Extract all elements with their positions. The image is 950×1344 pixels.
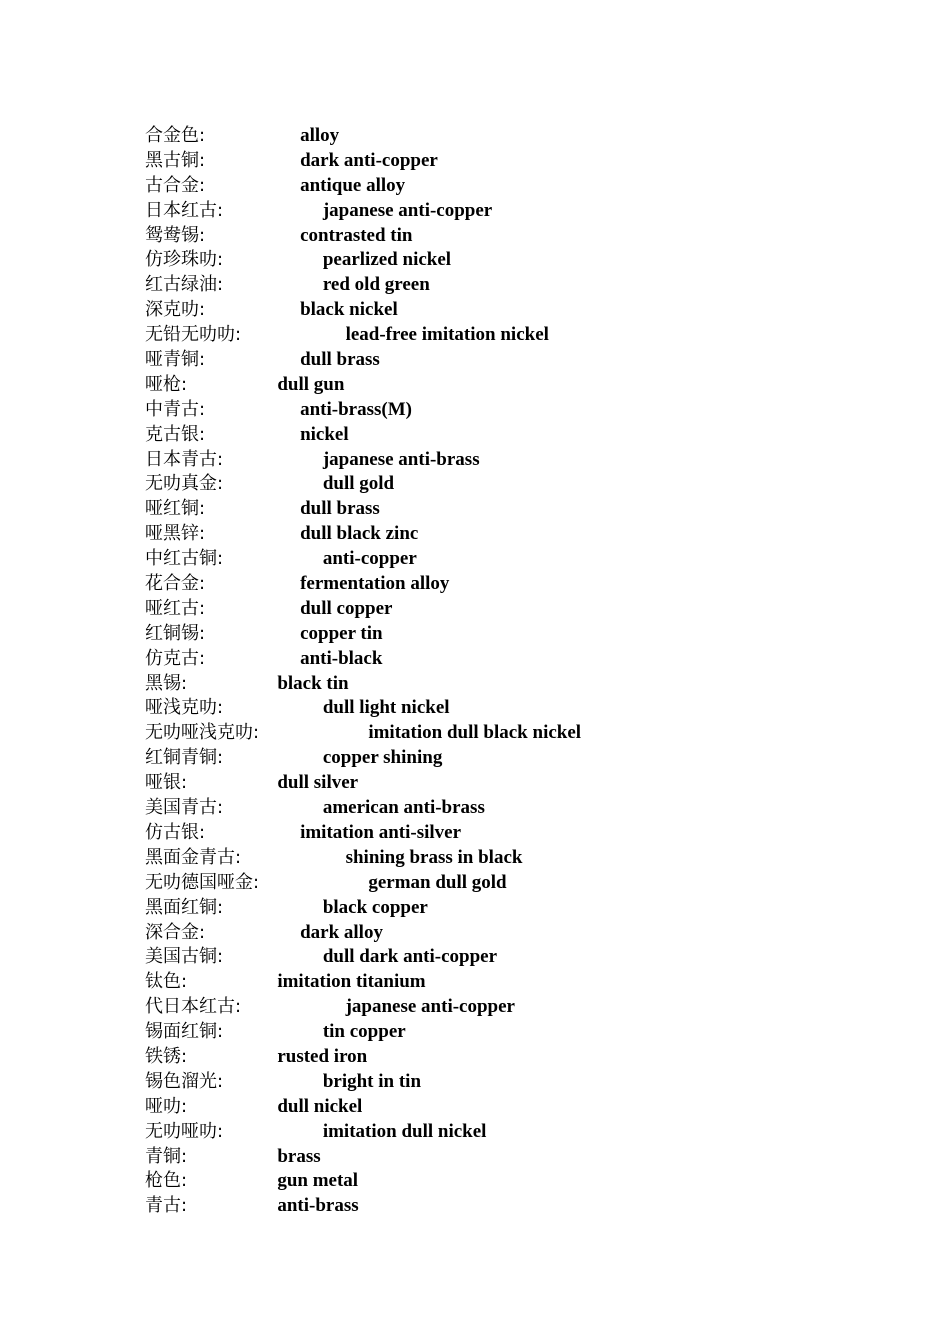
chinese-term: 哑银:: [145, 772, 188, 794]
english-term: japanese anti-brass: [322, 448, 480, 470]
term-gap: [223, 473, 323, 494]
glossary-row: [145, 174, 865, 199]
term-gap: [187, 1195, 277, 1216]
chinese-term: 枪色:: [145, 1170, 188, 1192]
chinese-term: 无叻哑浅克叻:: [145, 722, 260, 744]
english-term: dull gun: [277, 373, 345, 395]
plating-color-glossary: [145, 124, 865, 1219]
glossary-row: [145, 522, 865, 547]
glossary-row: [145, 721, 865, 746]
term-gap: [223, 897, 323, 918]
chinese-term: 哑红古:: [145, 597, 206, 619]
chinese-term: 无铅无叻叻:: [145, 324, 242, 346]
chinese-term: 美国青古:: [145, 797, 224, 819]
english-term: copper shining: [322, 747, 443, 769]
glossary-row: [145, 273, 865, 298]
term-gap: [187, 374, 277, 395]
english-term: pearlized nickel: [322, 249, 452, 271]
english-term: copper tin: [300, 622, 383, 644]
glossary-row: [145, 672, 865, 697]
term-gap: [205, 225, 300, 246]
chinese-term: 青古:: [145, 1195, 188, 1217]
term-gap: [187, 1096, 277, 1117]
chinese-term: 钛色:: [145, 971, 188, 993]
term-gap: [205, 573, 300, 594]
english-term: imitation anti-silver: [300, 821, 462, 843]
term-gap: [241, 847, 346, 868]
english-term: imitation dull black nickel: [368, 722, 582, 744]
english-term: dull light nickel: [322, 697, 450, 719]
chinese-term: 黑面金青古:: [145, 846, 242, 868]
glossary-row: [145, 472, 865, 497]
english-term: american anti-brass: [322, 797, 485, 819]
chinese-term: 无叻哑叻:: [145, 1120, 224, 1142]
chinese-term: 无叻德国哑金:: [145, 871, 260, 893]
english-term: bright in tin: [322, 1070, 422, 1092]
english-term: red old green: [322, 274, 430, 296]
english-term: anti-black: [300, 647, 383, 669]
chinese-term: 红铜锡:: [145, 622, 206, 644]
glossary-row: [145, 1169, 865, 1194]
english-term: german dull gold: [368, 871, 507, 893]
term-gap: [223, 1021, 323, 1042]
glossary-row: [145, 497, 865, 522]
english-term: shining brass in black: [345, 846, 523, 868]
chinese-term: 红古绿油:: [145, 274, 224, 296]
term-gap: [223, 697, 323, 718]
term-gap: [241, 324, 346, 345]
term-gap: [223, 946, 323, 967]
chinese-term: 克古银:: [145, 423, 206, 445]
chinese-term: 美国古铜:: [145, 946, 224, 968]
english-term: gun metal: [277, 1170, 359, 1192]
glossary-row: [145, 1020, 865, 1045]
chinese-term: 哑青铜:: [145, 349, 206, 371]
glossary-row: [145, 896, 865, 921]
glossary-row: [145, 921, 865, 946]
english-term: dark alloy: [300, 921, 383, 943]
english-term: black nickel: [300, 299, 398, 321]
english-term: dull gold: [322, 473, 395, 495]
chinese-term: 深克叻:: [145, 299, 206, 321]
term-gap: [259, 722, 368, 743]
term-gap: [223, 1121, 323, 1142]
chinese-term: 古合金:: [145, 174, 206, 196]
term-gap: [205, 598, 300, 619]
term-gap: [187, 772, 277, 793]
english-term: antique alloy: [300, 174, 406, 196]
term-gap: [187, 673, 277, 694]
glossary-row: [145, 995, 865, 1020]
glossary-row: [145, 945, 865, 970]
term-gap: [223, 274, 323, 295]
english-term: dull brass: [300, 498, 380, 520]
glossary-row: [145, 1194, 865, 1219]
term-gap: [223, 797, 323, 818]
term-gap: [205, 648, 300, 669]
term-gap: [205, 822, 300, 843]
glossary-row: [145, 572, 865, 597]
english-term: black copper: [322, 896, 428, 918]
chinese-term: 花合金:: [145, 573, 206, 595]
chinese-term: 深合金:: [145, 921, 206, 943]
english-term: dull dark anti-copper: [322, 946, 498, 968]
glossary-row: [145, 1120, 865, 1145]
glossary-row: [145, 647, 865, 672]
term-gap: [205, 399, 300, 420]
chinese-term: 鸳鸯锡:: [145, 224, 206, 246]
term-gap: [205, 424, 300, 445]
term-gap: [205, 498, 300, 519]
chinese-term: 红铜青铜:: [145, 747, 224, 769]
chinese-term: 仿珍珠叻:: [145, 249, 224, 271]
glossary-row: [145, 1145, 865, 1170]
glossary-row: [145, 821, 865, 846]
glossary-row: [145, 622, 865, 647]
term-gap: [223, 200, 323, 221]
glossary-row: [145, 970, 865, 995]
english-term: dull black zinc: [300, 523, 419, 545]
term-gap: [205, 175, 300, 196]
term-gap: [187, 1146, 277, 1167]
glossary-row: [145, 871, 865, 896]
english-term: tin copper: [322, 1021, 406, 1043]
english-term: dull brass: [300, 349, 380, 371]
english-term: japanese anti-copper: [345, 996, 515, 1018]
term-gap: [187, 971, 277, 992]
chinese-term: 铁锈:: [145, 1045, 188, 1067]
glossary-row: [145, 547, 865, 572]
glossary-row: [145, 846, 865, 871]
english-term: imitation titanium: [277, 971, 426, 993]
english-term: anti-brass: [277, 1195, 359, 1217]
glossary-row: [145, 348, 865, 373]
glossary-row: [145, 796, 865, 821]
glossary-row: [145, 224, 865, 249]
glossary-row: [145, 771, 865, 796]
chinese-term: 哑红铜:: [145, 498, 206, 520]
term-gap: [205, 922, 300, 943]
term-gap: [223, 548, 323, 569]
chinese-term: 锡色溜光:: [145, 1070, 224, 1092]
term-gap: [205, 125, 300, 146]
glossary-row: [145, 248, 865, 273]
chinese-term: 日本红古:: [145, 199, 224, 221]
chinese-term: 仿古银:: [145, 821, 206, 843]
chinese-term: 哑浅克叻:: [145, 697, 224, 719]
glossary-row: [145, 423, 865, 448]
chinese-term: 青铜:: [145, 1145, 188, 1167]
glossary-row: [145, 448, 865, 473]
english-term: fermentation alloy: [300, 573, 450, 595]
english-term: dark anti-copper: [300, 149, 438, 171]
term-gap: [223, 249, 323, 270]
english-term: contrasted tin: [300, 224, 413, 246]
term-gap: [205, 299, 300, 320]
term-gap: [205, 150, 300, 171]
glossary-row: [145, 323, 865, 348]
english-term: brass: [277, 1145, 321, 1167]
glossary-row: [145, 149, 865, 174]
term-gap: [223, 1071, 323, 1092]
english-term: dull copper: [300, 597, 393, 619]
chinese-term: 中红古铜:: [145, 548, 224, 570]
term-gap: [223, 747, 323, 768]
term-gap: [241, 996, 346, 1017]
chinese-term: 黑古铜:: [145, 149, 206, 171]
english-term: nickel: [300, 423, 349, 445]
chinese-term: 哑黑锌:: [145, 523, 206, 545]
english-term: imitation dull nickel: [322, 1120, 487, 1142]
chinese-term: 哑枪:: [145, 373, 188, 395]
term-gap: [205, 349, 300, 370]
english-term: anti-brass(M): [300, 398, 412, 420]
glossary-row: [145, 597, 865, 622]
chinese-term: 合金色:: [145, 125, 206, 146]
chinese-term: 锡面红铜:: [145, 1021, 224, 1043]
chinese-term: 哑叻:: [145, 1095, 188, 1117]
english-term: anti-copper: [322, 548, 417, 570]
glossary-row: [145, 1095, 865, 1120]
chinese-term: 黑锡:: [145, 672, 188, 694]
term-gap: [187, 1046, 277, 1067]
glossary-row: [145, 199, 865, 224]
term-gap: [259, 872, 368, 893]
english-term: alloy: [300, 125, 340, 146]
chinese-term: 日本青古:: [145, 448, 224, 470]
term-gap: [223, 449, 323, 470]
chinese-term: 无叻真金:: [145, 473, 224, 495]
term-gap: [205, 523, 300, 544]
chinese-term: 代日本红古:: [145, 996, 242, 1018]
english-term: black tin: [277, 672, 349, 694]
glossary-row: [145, 298, 865, 323]
chinese-term: 仿克古:: [145, 647, 206, 669]
glossary-row: [145, 373, 865, 398]
glossary-row: [145, 1070, 865, 1095]
glossary-row: [145, 696, 865, 721]
term-gap: [187, 1170, 277, 1191]
glossary-row: [145, 1045, 865, 1070]
term-gap: [205, 623, 300, 644]
glossary-row: [145, 124, 865, 149]
glossary-row: [145, 398, 865, 423]
english-term: japanese anti-copper: [322, 199, 493, 221]
chinese-term: 中青古:: [145, 398, 206, 420]
glossary-row: [145, 746, 865, 771]
chinese-term: 黑面红铜:: [145, 896, 224, 918]
english-term: dull silver: [277, 772, 359, 794]
english-term: rusted iron: [277, 1045, 368, 1067]
english-term: lead-free imitation nickel: [345, 324, 549, 346]
english-term: dull nickel: [277, 1095, 363, 1117]
